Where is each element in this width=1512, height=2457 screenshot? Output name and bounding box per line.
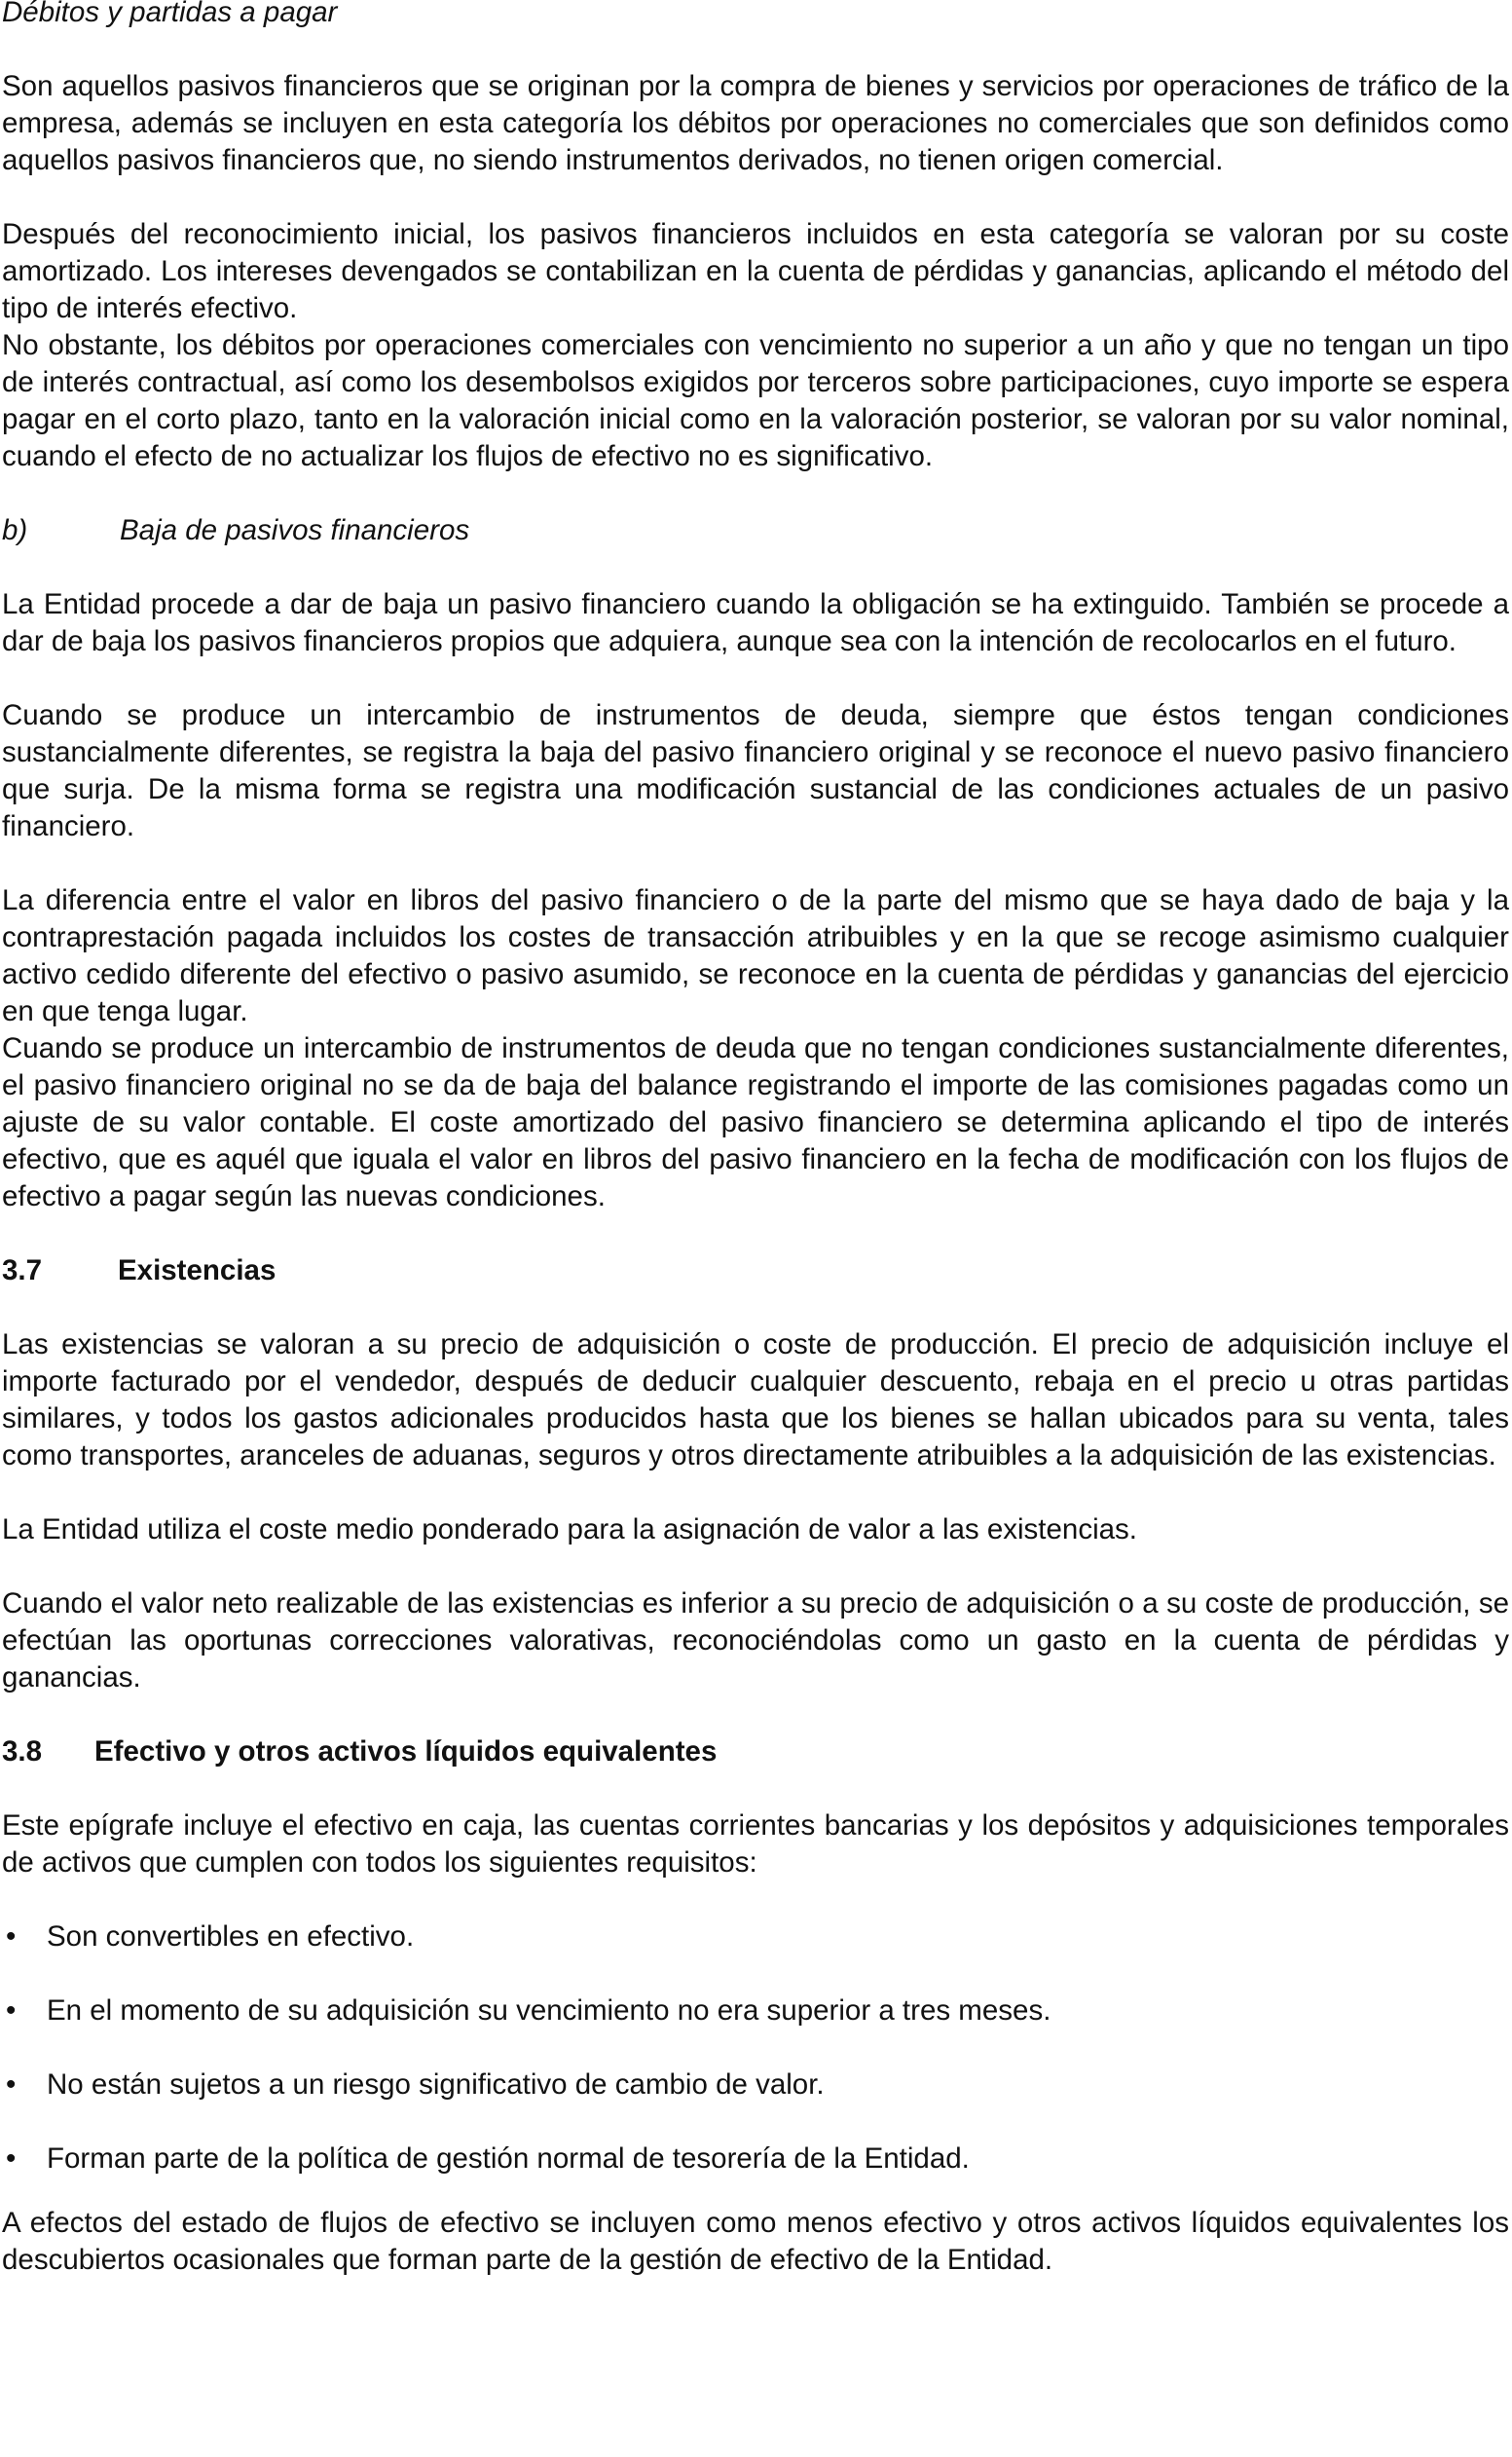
paragraph: La diferencia entre el valor en libros del pasivo financiero o de la parte del mismo que se haya dado de baja y la contraprestación pagada incluidos los costes de transacción atribuibles y en la que se recoge asimismo cualquier activo cedido diferente del efectivo o pasivo asumido, se reconoce en la cuenta de pérdidas y ganancias del ejercicio en que tenga lugar. — [2, 884, 1509, 1027]
list-item — [2, 2066, 1509, 2103]
section-b-title: Baja de pasivos financieros — [120, 514, 470, 546]
list-item-text: Forman parte de la política de gestión normal de tesorería de la Entidad. — [47, 2142, 970, 2175]
bullet-icon: • — [6, 1920, 17, 1953]
paragraph: Cuando el valor neto realizable de las existencias es inferior a su precio de adquisición o a su coste de producción, se efectúan las oportunas correcciones valorativas, reconociéndolas como un gasto en la cuenta de pérdidas y ganancias. — [2, 1587, 1509, 1694]
section-3-8-heading — [2, 1733, 1509, 1770]
requirements-list — [2, 1918, 1509, 2178]
list-item — [2, 1918, 1509, 1955]
paragraph: Este epígrafe incluye el efectivo en caja, las cuentas corrientes bancarias y los depósitos y adquisiciones temporales de activos que cumplen con todos los siguientes requisitos: — [2, 1809, 1509, 1879]
paragraph: La Entidad utiliza el coste medio ponderado para la asignación de valor a las existencias. — [2, 1513, 1137, 1545]
list-item-text: En el momento de su adquisición su vencimiento no era superior a tres meses. — [47, 1994, 1051, 2027]
section-3-8-number: 3.8 — [2, 1735, 43, 1768]
bullet-icon: • — [6, 2068, 17, 2101]
section-b-heading — [2, 512, 1509, 549]
section-3-7-title: Existencias — [118, 1254, 277, 1286]
paragraph: No obstante, los débitos por operaciones comerciales con vencimiento no superior a un año y que no tengan un tipo de interés contractual, así como los desembolsos exigidos por terceros sobre participaciones, cuyo importe se espera pagar en el corto plazo, tanto en la valoración inicial como en la valoración posterior, se valoran por su valor nominal, cuando el efecto de no actualizar los flujos de efectivo no es significativo. — [2, 329, 1509, 472]
paragraph: Cuando se produce un intercambio de instrumentos de deuda, siempre que éstos tengan condiciones sustancialmente diferentes, se registra la baja del pasivo financiero original y se reconoce el nuevo pasivo financiero que surja. De la misma forma se registra una modificación sustancial de las condiciones actuales de un pasivo financiero. — [2, 699, 1509, 842]
paragraph: Son aquellos pasivos financieros que se originan por la compra de bienes y servicios por operaciones de tráfico de la empresa, además se incluyen en esta categoría los débitos por operaciones no comerciales que son definidos como aquellos pasivos financieros que, no siendo instrumentos derivados, no tienen origen comercial. — [2, 70, 1509, 176]
paragraph: Las existencias se valoran a su precio de adquisición o coste de producción. El precio de adquisición incluye el importe facturado por el vendedor, después de deducir cualquier descuento, rebaja en el precio u otras partidas similares, y todos los gastos adicionales producidos hasta que los bienes se hallan ubicados para su venta, tales como transportes, aranceles de aduanas, seguros y otros directamente atribuibles a la adquisición de las existencias. — [2, 1328, 1509, 1471]
paragraph: Cuando se produce un intercambio de instrumentos de deuda que no tengan condiciones sustancialmente diferentes, el pasivo financiero original no se da de baja del balance registrando el importe de las comisiones pagadas como un ajuste de su valor contable. El coste amortizado del pasivo financiero se determina aplicando el tipo de interés efectivo, que es aquél que iguala el valor en libros del pasivo financiero en la fecha de modificación con los flujos de efectivo a pagar según las nuevas condiciones. — [2, 1032, 1509, 1212]
paragraph: A efectos del estado de flujos de efectivo se incluyen como menos efectivo y otros activos líquidos equivalentes los descubiertos ocasionales que forman parte de la gestión de efectivo de la Entidad. — [2, 2207, 1509, 2276]
list-item — [2, 2141, 1509, 2178]
paragraph: Después del reconocimiento inicial, los pasivos financieros incluidos en esta categoría se valoran por su coste amortizado. Los intereses devengados se contabilizan en la cuenta de pérdidas y ganancias, aplicando el método del tipo de interés efectivo. — [2, 218, 1509, 324]
debitos-heading: Débitos y partidas a pagar — [2, 0, 338, 28]
list-item-text: Son convertibles en efectivo. — [47, 1920, 415, 1953]
document-page — [2, 0, 1509, 2279]
paragraph: La Entidad procede a dar de baja un pasivo financiero cuando la obligación se ha extinguido. También se procede a dar de baja los pasivos financieros propios que adquiera, aunque sea con la intención de recolocarlos en el futuro. — [2, 588, 1509, 657]
list-item — [2, 1992, 1509, 2029]
section-3-8-title: Efectivo y otros activos líquidos equivalentes — [94, 1735, 718, 1768]
bullet-icon: • — [6, 2142, 17, 2175]
bullet-icon: • — [6, 1994, 17, 2027]
section-3-7-heading — [2, 1252, 1509, 1289]
section-b-number: b) — [2, 514, 28, 546]
list-item-text: No están sujetos a un riesgo significativo de cambio de valor. — [47, 2068, 825, 2101]
section-3-7-number: 3.7 — [2, 1254, 43, 1286]
